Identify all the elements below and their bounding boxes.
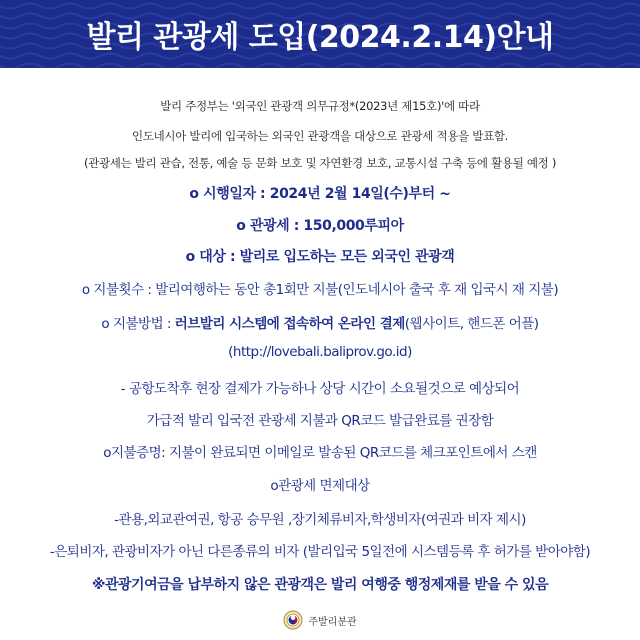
- intro-line-3: (관광세는 발리 관습, 전통, 예술 등 문화 보호 및 자연환경 보호, 교통시설 구축 등에 활용될 예정 ): [83, 156, 557, 170]
- target-value: 발리로 입도하는 모든 외국인 관광객: [239, 249, 455, 265]
- lovebali-url: (http://lovebali.baliprov.go.id): [228, 344, 412, 360]
- page-title: 발리 관광세 도입(2024.2.14)안내: [86, 20, 554, 55]
- exemption-line-2: -은퇴비자, 관광비자가 아닌 다른종류의 비자 (발리입국 5일전에 시스템등록 후 허가를 받아야함): [49, 544, 591, 560]
- exemption-title: o관광세 면제대상: [270, 478, 370, 494]
- airport-note-2: 가급적 발리 입국전 관광세 지불과 QR코드 발급완료를 권장함: [146, 413, 494, 429]
- exemption-line-1: -관용,외교관여권, 항공 승무원 ,장기체류비자,학생비자(여권과 비자 제시): [114, 512, 526, 528]
- payment-proof: o지불증명: 지불이 완료되면 이메일로 발송된 QR코드를 체크포인트에서 스캔: [103, 445, 537, 461]
- start-date: o 시행일자 : 2024년 2월 14일(수)부터 ~: [189, 186, 451, 202]
- payment-frequency: o 지불횟수 : 발리여행하는 동안 총1회만 지불(인도네시아 출국 후 재 입국시 재 지불): [81, 282, 559, 298]
- payment-method-suffix: (웹사이트, 핸드폰 어플): [404, 316, 539, 332]
- payment-method-bold: 러브발리 시스템에 접속하여 온라인 결제: [174, 316, 405, 332]
- airport-note-1: - 공항도착후 현장 결제가 가능하나 상당 시간이 소요될것으로 예상되어: [120, 381, 520, 397]
- warning-notice: ※관광기여금을 납부하지 않은 관광객은 발리 여행중 행정제재를 받을 수 있음: [91, 577, 549, 593]
- payment-method-label: o 지불방법 :: [101, 316, 175, 332]
- header-banner: [0, 0, 640, 68]
- tax-amount: o 관광세 : 150,000루피아: [236, 218, 404, 234]
- footer-label: 주발리분관: [308, 616, 357, 628]
- consulate-seal-icon: [283, 610, 303, 630]
- intro-line-2: 인도네시아 발리에 입국하는 외국인 관광객을 대상으로 관광세 적용을 발표함.: [131, 129, 509, 143]
- target-line: [0, 246, 640, 266]
- footer: [0, 608, 640, 632]
- intro-line-1: 발리 주정부는 '외국인 관광객 의무규정*(2023년 제15호)'에 따라: [160, 99, 480, 113]
- payment-method: [0, 312, 640, 332]
- target-label: o 대상 :: [185, 249, 240, 265]
